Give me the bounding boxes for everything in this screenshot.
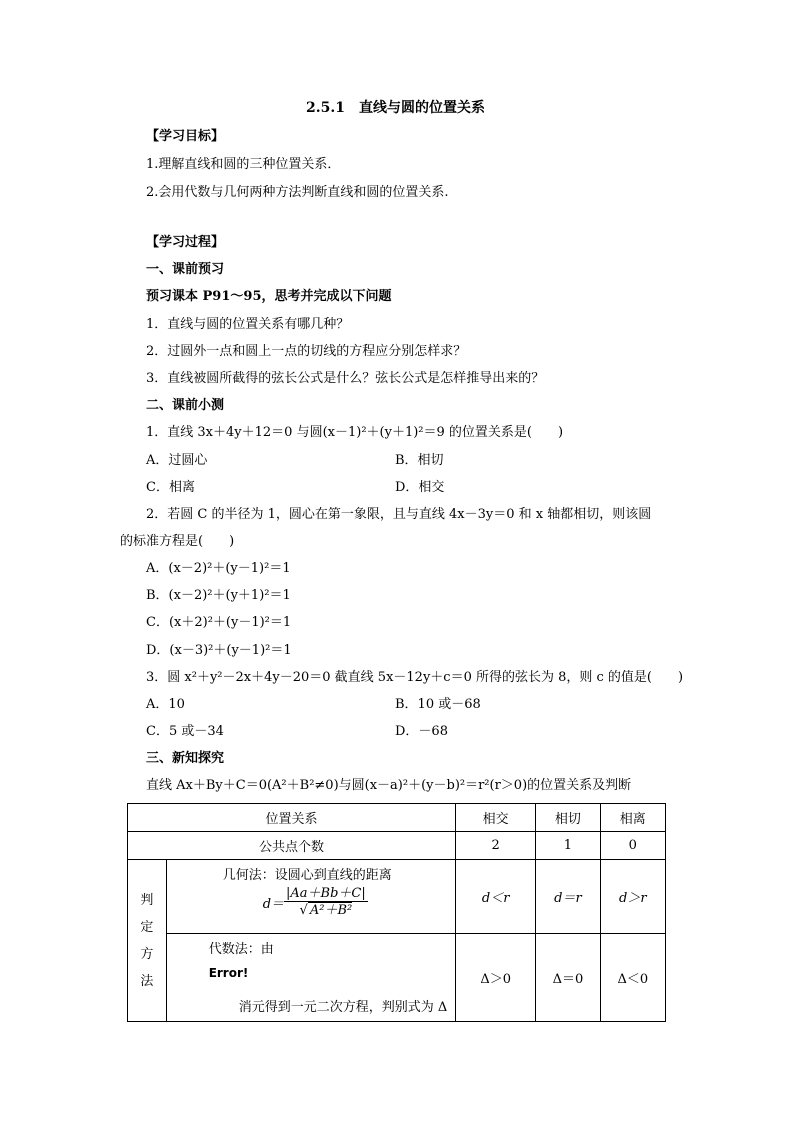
preview-instruction: 预习课本 P91～95，思考并完成以下问题 xyxy=(146,289,392,304)
quiz-q3-stem: 3．圆 x²＋y²－2x＋4y－20＝0 截直线 5x－12y＋c＝0 所得的弦长为 8，则 c 的值是( ) xyxy=(146,670,684,685)
method-label-char: 判 xyxy=(140,892,154,908)
distance-fraction xyxy=(284,886,368,919)
method-label-char: 法 xyxy=(140,973,154,989)
quiz-q3-option: B．10 或－68 xyxy=(395,697,481,712)
algebraic-value: Δ＜0 xyxy=(600,934,665,1022)
preview-heading: 一、课前预习 xyxy=(146,262,225,277)
quiz-q1-stem: 1．直线 3x＋4y＋12＝0 与圆(x－1)²＋(y＋1)²＝9 的位置关系是( ) xyxy=(146,425,564,440)
quiz-q1-option: C．相离 xyxy=(146,480,195,495)
algebraic-line3: 消元得到一元二次方程，判别式为 Δ xyxy=(238,1000,448,1015)
fraction-denominator xyxy=(300,902,353,919)
preview-question: 1．直线与圆的位置关系有哪几种？ xyxy=(146,317,350,332)
algebraic-method-cell xyxy=(166,934,455,1022)
quiz-q1-option: B．相切 xyxy=(395,453,444,468)
quiz-q1-option: D．相交 xyxy=(395,480,445,495)
quiz-q2-option: A．(x－2)²＋(y－1)²＝1 xyxy=(146,561,291,576)
geometric-label: 几何法：设圆心到直线的距离 xyxy=(222,868,392,883)
page-title: 2.5.1 直线与圆的位置关系 xyxy=(306,100,485,116)
explore-intro: 直线 Ax＋By＋C＝0(A²＋B²≠0)与圆(x－a)²＋(y－b)²＝r²(r＞0)的位置关系及判断 xyxy=(146,778,632,793)
goal-item: 1.理解直线和圆的三种位置关系． xyxy=(146,157,341,172)
distance-formula xyxy=(263,886,368,919)
quiz-q2-option: C．(x＋2)²＋(y－1)²＝1 xyxy=(146,615,292,630)
method-label-char: 定 xyxy=(140,919,154,935)
quiz-q1-option: A．过圆心 xyxy=(146,453,208,468)
header-cell: 相离 xyxy=(600,804,665,832)
radical-icon: √ xyxy=(299,903,308,918)
process-heading: 【学习过程】 xyxy=(146,235,225,250)
method-label-cell xyxy=(128,860,167,1022)
geometric-value: d＝r xyxy=(536,860,600,934)
method-label-char: 方 xyxy=(140,946,154,962)
quiz-q3-option: C．5 或－34 xyxy=(146,724,224,739)
algebraic-error: Error! xyxy=(208,966,249,980)
quiz-q2-stem: 的标准方程是( ) xyxy=(120,534,235,549)
algebraic-line1: 代数法：由 xyxy=(208,942,274,957)
table-cell: 0 xyxy=(600,832,665,860)
table-row xyxy=(128,934,666,1022)
geometric-value: d＜r xyxy=(456,860,536,934)
fraction-numerator: |Aa＋Bb＋C| xyxy=(286,886,366,901)
quiz-q2-stem: 2．若圆 C 的半径为 1，圆心在第一象限，且与直线 4x－3y＝0 和 x 轴都相切，则该圆 xyxy=(146,507,652,522)
table-cell: 2 xyxy=(456,832,536,860)
preview-question: 2．过圆外一点和圆上一点的切线的方程应分别怎样求？ xyxy=(146,344,467,359)
table-cell: 1 xyxy=(536,832,600,860)
table-row xyxy=(128,860,666,934)
geometric-method-cell xyxy=(166,860,455,934)
geometric-value: d＞r xyxy=(600,860,665,934)
radicand: A²＋B² xyxy=(309,903,353,918)
distance-d: d＝ xyxy=(262,897,285,912)
header-cell: 位置关系 xyxy=(128,804,456,832)
explore-heading: 三、新知探究 xyxy=(146,751,225,766)
table-row xyxy=(128,832,666,860)
algebraic-value: Δ＝0 xyxy=(536,934,600,1022)
header-cell: 相交 xyxy=(456,804,536,832)
quiz-heading: 二、课前小测 xyxy=(146,398,225,413)
quiz-q3-option: D．－68 xyxy=(395,724,448,739)
goals-heading: 【学习目标】 xyxy=(146,129,225,144)
quiz-q2-option: D．(x－3)²＋(y－1)²＝1 xyxy=(146,643,292,658)
common-points-label: 公共点个数 xyxy=(128,832,456,860)
preview-question: 3．直线被圆所截得的弦长公式是什么？弦长公式是怎样推导出来的？ xyxy=(146,371,545,386)
position-relation-table xyxy=(127,803,666,1022)
header-cell: 相切 xyxy=(536,804,600,832)
quiz-q2-option: B．(x－2)²＋(y＋1)²＝1 xyxy=(146,588,291,603)
quiz-q3-option: A．10 xyxy=(146,697,185,712)
table-header-row xyxy=(128,804,666,832)
goal-item: 2.会用代数与几何两种方法判断直线和圆的位置关系. xyxy=(146,185,449,200)
algebraic-value: Δ＞0 xyxy=(456,934,536,1022)
